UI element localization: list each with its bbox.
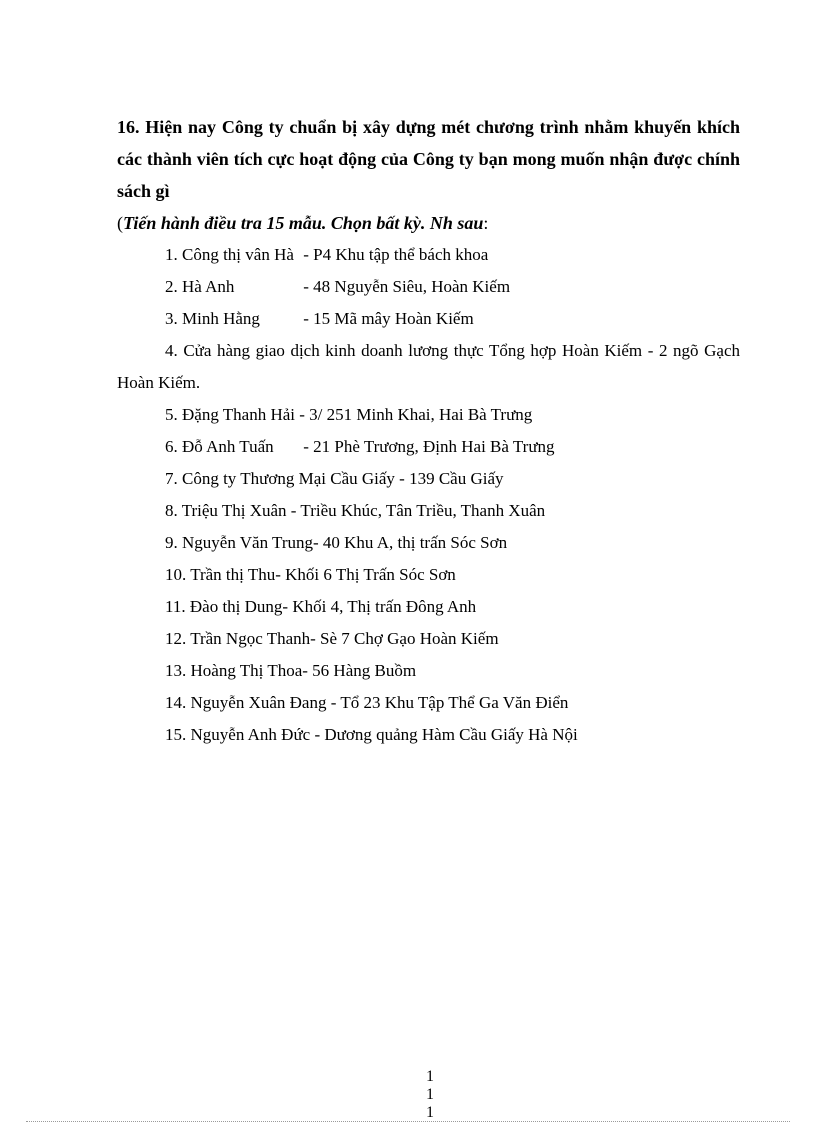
survey-list — [117, 239, 740, 751]
item-name: 12. Trần Ngọc Thanh — [165, 629, 311, 648]
item-name: 7. Công ty Thương Mại Cầu Giấy — [165, 469, 395, 488]
item-address: - 3/ 251 Minh Khai, Hai Bà Trưng — [299, 405, 533, 424]
list-item — [117, 687, 740, 719]
list-item — [117, 655, 740, 687]
list-item — [117, 431, 740, 463]
item-name: 14. Nguyễn Xuân Đang — [165, 693, 327, 712]
list-item — [117, 271, 740, 303]
list-item — [117, 399, 740, 431]
item-address: - 56 Hàng Buồm — [302, 661, 417, 680]
item-address: - Sè 7 Chợ Gạo Hoàn Kiếm — [310, 629, 499, 648]
footer-divider — [26, 1121, 790, 1122]
note-open-paren: ( — [117, 213, 123, 233]
page-number-line: 1 — [426, 1104, 434, 1121]
item-address: - 2 ngõ Gạch Hoàn Kiếm. — [117, 341, 741, 392]
list-item — [117, 495, 740, 527]
item-address: - Tổ 23 Khu Tập Thể Ga Văn Điển — [330, 693, 569, 712]
item-name: 13. Hoàng Thị Thoa — [165, 661, 303, 680]
note-colon: : — [483, 213, 489, 233]
list-item — [117, 719, 740, 751]
list-item — [117, 527, 740, 559]
item-address: - 40 Khu A, thị trấn Sóc Sơn — [312, 533, 508, 552]
survey-note — [117, 210, 488, 236]
item-address: - Khối 6 Thị Trấn Sóc Sơn — [275, 565, 456, 584]
page-number-line: 1 — [426, 1086, 434, 1103]
note-text: Tiến hành điều tra 15 mẫu. Chọn bất kỳ. Nh sau — [123, 213, 484, 233]
item-address: - Dương quảng Hàm Cầu Giấy Hà Nội — [314, 725, 578, 744]
item-address: - 139 Cầu Giấy — [399, 469, 504, 488]
question-heading: 16. Hiện nay Công ty chuẩn bị xây dựng mét chương trình nhằm khuyến khích các thành viên tích cực hoạt động của Công ty bạn mong muốn nhận được chính sách gì — [117, 117, 740, 201]
list-item — [117, 591, 740, 623]
list-item — [117, 463, 740, 495]
item-name: 3. Minh Hằng — [165, 309, 260, 328]
list-item — [117, 303, 740, 335]
item-address: - 15 Mã mây Hoàn Kiếm — [303, 309, 474, 328]
item-name: 10. Trần thị Thu — [165, 565, 276, 584]
list-item — [117, 239, 740, 271]
item-name: 9. Nguyễn Văn Trung — [165, 533, 313, 552]
item-address: - P4 Khu tập thể bách khoa — [303, 245, 489, 264]
list-item — [117, 623, 740, 655]
list-item — [117, 335, 740, 399]
item-name: 15. Nguyễn Anh Đức — [165, 725, 311, 744]
item-address: - Khối 4, Thị trấn Đông Anh — [282, 597, 477, 616]
page-number-line: 1 — [426, 1068, 434, 1085]
item-name: 8. Triệu Thị Xuân — [165, 501, 287, 520]
page-number-footer — [400, 1068, 460, 1122]
item-name: 5. Đặng Thanh Hải — [165, 405, 295, 424]
item-address: - 48 Nguyễn Siêu, Hoàn Kiếm — [303, 277, 511, 296]
item-address: - 21 Phè Trương, Định Hai Bà Trưng — [303, 437, 555, 456]
item-name: 1. Công thị vân Hà — [165, 245, 294, 264]
item-address: - Triều Khúc, Tân Triều, Thanh Xuân — [290, 501, 546, 520]
item-name: 11. Đào thị Dung — [165, 597, 283, 616]
item-name: 6. Đỗ Anh Tuấn — [165, 437, 274, 456]
list-item — [117, 559, 740, 591]
item-name: 4. Cửa hàng giao dịch kinh doanh lương thực Tổng hợp Hoàn Kiếm — [165, 341, 643, 360]
item-name: 2. Hà Anh — [165, 277, 235, 296]
